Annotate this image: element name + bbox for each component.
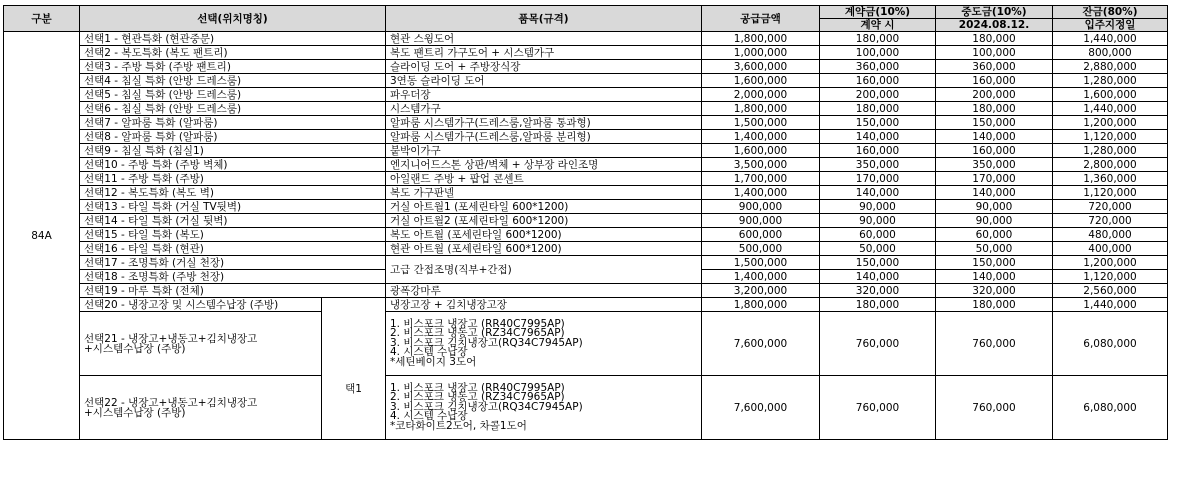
item-spec: 3연동 슬라이딩 도어 — [386, 74, 702, 88]
middle-amount: 360,000 — [936, 60, 1053, 74]
table-body — [4, 32, 1168, 440]
middle-amount: 170,000 — [936, 172, 1053, 186]
balance-amount: 2,560,000 — [1053, 284, 1168, 298]
option-price-table — [3, 5, 1168, 440]
item-spec-line: 2. 비스포크 냉동고 (RZ34C7965AP) — [390, 327, 565, 340]
contract-amount: 200,000 — [820, 88, 936, 102]
middle-amount: 50,000 — [936, 242, 1053, 256]
balance-amount: 1,440,000 — [1053, 102, 1168, 116]
table-row — [4, 116, 1168, 130]
middle-amount: 180,000 — [936, 298, 1053, 312]
contract-amount: 170,000 — [820, 172, 936, 186]
header-supply: 공급금액 — [702, 6, 820, 32]
balance-amount: 1,120,000 — [1053, 186, 1168, 200]
table-row — [4, 312, 1168, 376]
option-name: 선택12 - 복도특화 (복도 벽) — [80, 186, 386, 200]
contract-amount: 360,000 — [820, 60, 936, 74]
table-row — [4, 200, 1168, 214]
header-middle-bottom: 2024.08.12. — [936, 19, 1053, 32]
item-spec: 붙박이가구 — [386, 144, 702, 158]
contract-amount: 320,000 — [820, 284, 936, 298]
supply-amount: 1,800,000 — [702, 102, 820, 116]
item-spec: 현관 스윙도어 — [386, 32, 702, 46]
header-balance-bottom: 입주지정일 — [1053, 19, 1168, 32]
option-name: 선택11 - 주방 특화 (주방) — [80, 172, 386, 186]
table-row — [4, 284, 1168, 298]
contract-amount: 150,000 — [820, 116, 936, 130]
contract-amount: 100,000 — [820, 46, 936, 60]
header-balance-top: 잔금(80%) — [1053, 6, 1168, 19]
balance-amount: 800,000 — [1053, 46, 1168, 60]
contract-amount: 140,000 — [820, 270, 936, 284]
table-row — [4, 376, 1168, 440]
middle-amount: 140,000 — [936, 186, 1053, 200]
item-spec-line: 4. 시스템 수납장 — [390, 410, 468, 423]
option-name: 선택18 - 조명특화 (주방 천장) — [80, 270, 386, 284]
supply-amount: 1,800,000 — [702, 298, 820, 312]
option-name: 선택4 - 침실 특화 (안방 드레스룸) — [80, 74, 386, 88]
header-contract-bottom: 계약 시 — [820, 19, 936, 32]
item-spec-line: *코타화이트2도어, 차콜1도어 — [390, 419, 527, 432]
balance-amount: 1,200,000 — [1053, 116, 1168, 130]
supply-amount: 900,000 — [702, 214, 820, 228]
item-spec: 파우더장 — [386, 88, 702, 102]
table-row — [4, 74, 1168, 88]
middle-amount: 180,000 — [936, 32, 1053, 46]
option-name: 선택19 - 마루 특화 (전체) — [80, 284, 386, 298]
contract-amount: 180,000 — [820, 102, 936, 116]
option-name-line: +시스템수납장 (주방) — [84, 406, 186, 419]
table-row — [4, 242, 1168, 256]
balance-amount: 480,000 — [1053, 228, 1168, 242]
table-row — [4, 46, 1168, 60]
balance-amount: 1,600,000 — [1053, 88, 1168, 102]
table-row — [4, 172, 1168, 186]
item-spec-line: *세틴베이지 3도어 — [390, 355, 477, 368]
contract-amount: 180,000 — [820, 32, 936, 46]
item-spec: 아일랜드 주방 + 팝업 콘센트 — [386, 172, 702, 186]
middle-amount: 100,000 — [936, 46, 1053, 60]
supply-amount: 1,800,000 — [702, 32, 820, 46]
middle-amount: 150,000 — [936, 256, 1053, 270]
middle-amount: 350,000 — [936, 158, 1053, 172]
supply-amount: 500,000 — [702, 242, 820, 256]
item-spec — [386, 376, 702, 440]
balance-amount: 6,080,000 — [1053, 376, 1168, 440]
supply-amount: 1,400,000 — [702, 270, 820, 284]
middle-amount: 160,000 — [936, 74, 1053, 88]
balance-amount: 1,200,000 — [1053, 256, 1168, 270]
option-name: 선택20 - 냉장고장 및 시스템수납장 (주방) — [80, 298, 322, 312]
choose-one-label: 택1 — [322, 298, 386, 440]
supply-amount: 2,000,000 — [702, 88, 820, 102]
option-name: 선택15 - 타일 특화 (복도) — [80, 228, 386, 242]
option-name: 선택7 - 알파룸 특화 (알파룸) — [80, 116, 386, 130]
middle-amount: 140,000 — [936, 270, 1053, 284]
balance-amount: 1,440,000 — [1053, 298, 1168, 312]
item-spec-line: 2. 비스포크 냉동고 (RZ34C7965AP) — [390, 391, 565, 404]
option-name — [80, 312, 322, 376]
balance-amount: 1,120,000 — [1053, 130, 1168, 144]
option-name-line: 선택21 - 냉장고+냉동고+김치냉장고 — [84, 332, 258, 345]
header-gubun: 구분 — [4, 6, 80, 32]
option-name: 선택3 - 주방 특화 (주방 팬트리) — [80, 60, 386, 74]
contract-amount: 90,000 — [820, 200, 936, 214]
table-row — [4, 256, 1168, 270]
table-row — [4, 158, 1168, 172]
balance-amount: 2,800,000 — [1053, 158, 1168, 172]
contract-amount: 90,000 — [820, 214, 936, 228]
table-row — [4, 298, 1168, 312]
balance-amount: 1,280,000 — [1053, 144, 1168, 158]
balance-amount: 1,360,000 — [1053, 172, 1168, 186]
balance-amount: 2,880,000 — [1053, 60, 1168, 74]
item-spec: 복도 아트월 (포세린타일 600*1200) — [386, 228, 702, 242]
supply-amount: 3,500,000 — [702, 158, 820, 172]
option-name: 선택13 - 타일 특화 (거실 TV뒷벽) — [80, 200, 386, 214]
item-spec: 거실 아트월1 (포세린타일 600*1200) — [386, 200, 702, 214]
item-spec: 알파룸 시스템가구(드레스룸,알파룸 분리형) — [386, 130, 702, 144]
table-row — [4, 88, 1168, 102]
option-name: 선택2 - 복도특화 (복도 팬트리) — [80, 46, 386, 60]
contract-amount: 140,000 — [820, 186, 936, 200]
unit-type-label: 84A — [4, 32, 80, 440]
supply-amount: 600,000 — [702, 228, 820, 242]
middle-amount: 60,000 — [936, 228, 1053, 242]
header-contract-top: 계약금(10%) — [820, 6, 936, 19]
table-row — [4, 102, 1168, 116]
balance-amount: 720,000 — [1053, 200, 1168, 214]
option-name: 선택10 - 주방 특화 (주방 벽체) — [80, 158, 386, 172]
middle-amount: 180,000 — [936, 102, 1053, 116]
option-name: 선택1 - 현관특화 (현관중문) — [80, 32, 386, 46]
table-row — [4, 186, 1168, 200]
contract-amount: 60,000 — [820, 228, 936, 242]
table-row — [4, 130, 1168, 144]
middle-amount: 150,000 — [936, 116, 1053, 130]
table-row — [4, 32, 1168, 46]
middle-amount: 200,000 — [936, 88, 1053, 102]
supply-amount: 1,600,000 — [702, 144, 820, 158]
table-row — [4, 214, 1168, 228]
table-row — [4, 228, 1168, 242]
balance-amount: 1,440,000 — [1053, 32, 1168, 46]
option-name-line: +시스템수납장 (주방) — [84, 342, 186, 355]
table-header — [4, 6, 1168, 32]
balance-amount: 6,080,000 — [1053, 312, 1168, 376]
middle-amount: 760,000 — [936, 376, 1053, 440]
header-item: 품목(규격) — [386, 6, 702, 32]
item-spec-line: 3. 비스포크 김치냉장고(RQ34C7945AP) — [390, 400, 583, 413]
table-row — [4, 144, 1168, 158]
middle-amount: 140,000 — [936, 130, 1053, 144]
contract-amount: 140,000 — [820, 130, 936, 144]
middle-amount: 760,000 — [936, 312, 1053, 376]
item-spec: 냉장고장 + 김치냉장고장 — [386, 298, 702, 312]
supply-amount: 7,600,000 — [702, 312, 820, 376]
option-name: 선택9 - 침실 특화 (침실1) — [80, 144, 386, 158]
middle-amount: 90,000 — [936, 214, 1053, 228]
item-spec: 현관 아트월 (포세린타일 600*1200) — [386, 242, 702, 256]
option-name — [80, 376, 322, 440]
option-name: 선택8 - 알파룸 특화 (알파룸) — [80, 130, 386, 144]
contract-amount: 160,000 — [820, 144, 936, 158]
supply-amount: 3,600,000 — [702, 60, 820, 74]
contract-amount: 350,000 — [820, 158, 936, 172]
contract-amount: 180,000 — [820, 298, 936, 312]
middle-amount: 160,000 — [936, 144, 1053, 158]
contract-amount: 760,000 — [820, 376, 936, 440]
option-name: 선택17 - 조명특화 (거실 천장) — [80, 256, 386, 270]
item-spec: 시스템가구 — [386, 102, 702, 116]
item-spec: 슬라이딩 도어 + 주방장식장 — [386, 60, 702, 74]
supply-amount: 900,000 — [702, 200, 820, 214]
supply-amount: 1,700,000 — [702, 172, 820, 186]
item-spec: 엔지니어드스톤 상판/벽체 + 상부장 라인조명 — [386, 158, 702, 172]
header-option: 선택(위치명칭) — [80, 6, 386, 32]
header-middle-top: 중도금(10%) — [936, 6, 1053, 19]
item-spec: 고급 간접조명(직부+간접) — [386, 256, 702, 284]
middle-amount: 90,000 — [936, 200, 1053, 214]
balance-amount: 400,000 — [1053, 242, 1168, 256]
supply-amount: 7,600,000 — [702, 376, 820, 440]
item-spec: 광폭강마루 — [386, 284, 702, 298]
balance-amount: 1,120,000 — [1053, 270, 1168, 284]
item-spec: 알파룸 시스템가구(드레스룸,알파룸 통과형) — [386, 116, 702, 130]
contract-amount: 50,000 — [820, 242, 936, 256]
supply-amount: 3,200,000 — [702, 284, 820, 298]
supply-amount: 1,000,000 — [702, 46, 820, 60]
item-spec-line: 4. 시스템 수납장 — [390, 346, 468, 359]
contract-amount: 150,000 — [820, 256, 936, 270]
item-spec: 거실 아트월2 (포세린타일 600*1200) — [386, 214, 702, 228]
item-spec — [386, 312, 702, 376]
supply-amount: 1,400,000 — [702, 130, 820, 144]
supply-amount: 1,500,000 — [702, 256, 820, 270]
option-name: 선택5 - 침실 특화 (안방 드레스룸) — [80, 88, 386, 102]
option-name: 선택16 - 타일 특화 (현관) — [80, 242, 386, 256]
supply-amount: 1,500,000 — [702, 116, 820, 130]
option-name: 선택14 - 타일 특화 (거실 뒷벽) — [80, 214, 386, 228]
item-spec: 복도 팬트리 가구도어 + 시스템가구 — [386, 46, 702, 60]
balance-amount: 720,000 — [1053, 214, 1168, 228]
item-spec: 복도 가구판넬 — [386, 186, 702, 200]
balance-amount: 1,280,000 — [1053, 74, 1168, 88]
item-spec-line: 3. 비스포크 김치냉장고(RQ34C7945AP) — [390, 336, 583, 349]
table-row — [4, 60, 1168, 74]
item-spec-line: 1. 비스포크 냉장고 (RR40C7995AP) — [390, 317, 565, 330]
contract-amount: 160,000 — [820, 74, 936, 88]
option-name: 선택6 - 침실 특화 (안방 드레스룸) — [80, 102, 386, 116]
middle-amount: 320,000 — [936, 284, 1053, 298]
supply-amount: 1,600,000 — [702, 74, 820, 88]
item-spec-line: 1. 비스포크 냉장고 (RR40C7995AP) — [390, 381, 565, 394]
supply-amount: 1,400,000 — [702, 186, 820, 200]
option-name-line: 선택22 - 냉장고+냉동고+김치냉장고 — [84, 396, 258, 409]
contract-amount: 760,000 — [820, 312, 936, 376]
